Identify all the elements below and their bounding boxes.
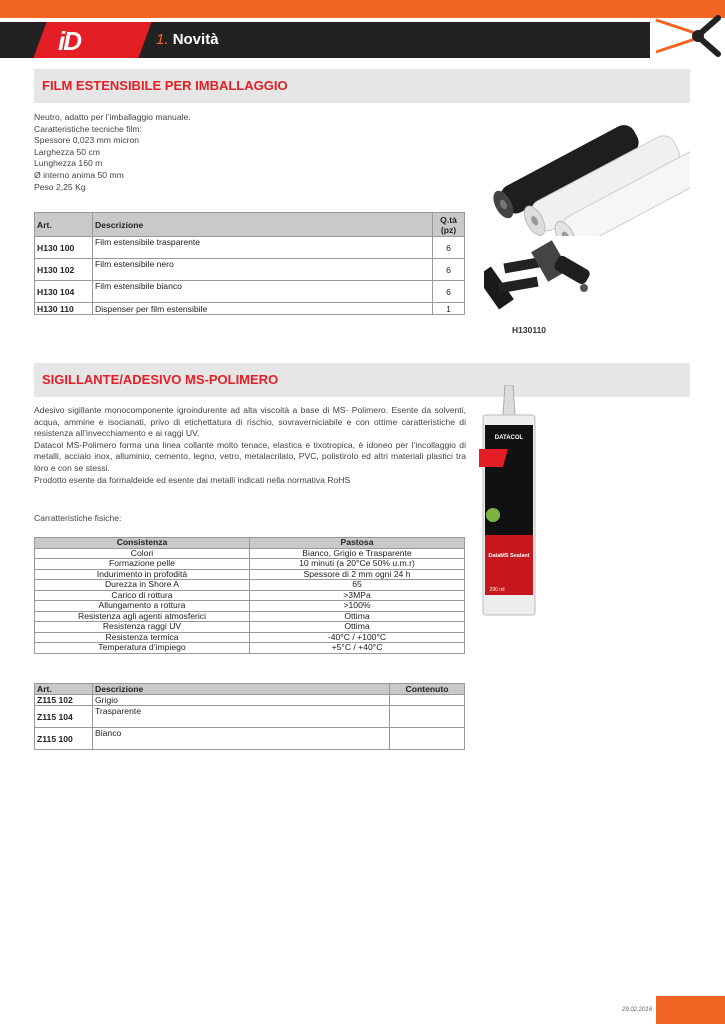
item-description: Trasparente bbox=[93, 706, 390, 728]
film-desc-line: Caratteristiche tecniche film: bbox=[34, 123, 142, 134]
art-code: Z115 102 bbox=[35, 695, 93, 706]
item-qty: 6 bbox=[433, 281, 465, 303]
table-row bbox=[35, 303, 465, 315]
col-contenuto: Contenuto bbox=[390, 684, 465, 695]
page-title bbox=[156, 31, 219, 48]
art-code: Z115 100 bbox=[35, 728, 93, 750]
table-row bbox=[35, 590, 465, 601]
table-row bbox=[35, 548, 465, 559]
table-row bbox=[35, 601, 465, 612]
prop-name: Resistenza agli agenti atmosferici bbox=[35, 611, 250, 622]
table-row bbox=[35, 237, 465, 259]
film-desc-line: Lunghezza 160 m bbox=[34, 158, 103, 169]
sealant-products-table bbox=[34, 683, 465, 750]
prop-value: 10 minuti (a 20°Ce 50% u.m.r) bbox=[250, 559, 465, 570]
prop-name: Temperatura d’impiego bbox=[35, 643, 250, 654]
prop-name: Carico di rottura bbox=[35, 590, 250, 601]
item-content bbox=[390, 695, 465, 706]
table-row bbox=[35, 281, 465, 303]
table-row bbox=[35, 559, 465, 570]
col-art: Art. bbox=[35, 684, 93, 695]
dispenser-image bbox=[484, 240, 594, 320]
table-header-row bbox=[35, 538, 465, 549]
prop-header: Consistenza bbox=[35, 538, 250, 549]
logo: iD bbox=[58, 26, 80, 56]
item-description: Grigio bbox=[93, 695, 390, 706]
film-desc-line: Neutro, adatto per l’imballaggio manuale. bbox=[34, 112, 191, 122]
item-description: Film estensibile trasparente bbox=[93, 237, 433, 259]
film-desc-line: Larghezza 50 cm bbox=[34, 146, 100, 157]
section-film-title: FILM ESTENSIBILE PER IMBALLAGGIO bbox=[42, 78, 288, 93]
prop-header: Pastosa bbox=[250, 538, 465, 549]
section-number: 1. bbox=[156, 31, 169, 48]
col-qty: Q.tà (pz) bbox=[433, 213, 465, 237]
film-desc-line: Spessore 0,023 mm micron bbox=[34, 135, 140, 146]
props-intro: Carratteristiche fisiche: bbox=[34, 513, 122, 523]
footer-orange-block bbox=[656, 996, 725, 1024]
film-desc-line: Ø interno anima 50 mm bbox=[34, 169, 124, 180]
physical-properties-table bbox=[34, 537, 465, 654]
dispenser-caption: H130110 bbox=[512, 325, 547, 335]
prop-name: Allungamento a rottura bbox=[35, 601, 250, 612]
sealant-paragraph: Adesivo sigillante monocomponente igroindurente ad alta viscoità a base di MS- Polimero. Esente da solventi, acqua, ammine e isocianati, privo di etichettatura di rischio, sovraverniciabile e con ottime caratteristiche di resistenza all’invecchiamento e ai raggi UV. bbox=[34, 405, 466, 439]
cartridge-brand: DATACOL bbox=[494, 435, 524, 441]
prop-value: Ottima bbox=[250, 611, 465, 622]
art-code: H130 110 bbox=[35, 303, 93, 315]
cartridge-volume: 290 ml bbox=[489, 587, 505, 593]
header-band bbox=[0, 22, 650, 58]
prop-value: >3MPa bbox=[250, 590, 465, 601]
item-qty: 6 bbox=[433, 237, 465, 259]
prop-value: >100% bbox=[250, 601, 465, 612]
section-film-header bbox=[34, 69, 690, 103]
section-title: Novità bbox=[172, 31, 219, 48]
prop-name: Formazione pelle bbox=[35, 559, 250, 570]
table-row bbox=[35, 611, 465, 622]
item-description: Film estensibile nero bbox=[93, 259, 433, 281]
table-row bbox=[35, 706, 465, 728]
col-art: Art. bbox=[35, 213, 93, 237]
art-code: H130 102 bbox=[35, 259, 93, 281]
table-row bbox=[35, 569, 465, 580]
prop-name: Resistenza raggi UV bbox=[35, 622, 250, 633]
table-row bbox=[35, 728, 465, 750]
prop-name: Colori bbox=[35, 548, 250, 559]
table-row bbox=[35, 643, 465, 654]
prop-value: Spessore di 2 mm ogni 24 h bbox=[250, 569, 465, 580]
item-description: Bianco bbox=[93, 728, 390, 750]
film-desc-line: Peso 2,25 Kg bbox=[34, 181, 86, 192]
cartridge-name: DataMS Sealant bbox=[488, 553, 530, 559]
section-sealant-title: SIGILLANTE/ADESIVO MS-POLIMERO bbox=[42, 372, 279, 387]
sealant-description bbox=[34, 405, 466, 486]
film-rolls-image bbox=[480, 118, 690, 236]
art-code: Z115 104 bbox=[35, 706, 93, 728]
art-code: H130 104 bbox=[35, 281, 93, 303]
prop-name: Indurimento in profodità bbox=[35, 569, 250, 580]
table-row bbox=[35, 695, 465, 706]
item-qty: 1 bbox=[433, 303, 465, 315]
prop-value: 65 bbox=[250, 580, 465, 591]
film-description bbox=[34, 112, 191, 193]
table-row bbox=[35, 632, 465, 643]
item-description: Dispenser per film estensibile bbox=[93, 303, 433, 315]
prop-name: Resistenza termica bbox=[35, 632, 250, 643]
cartridge-image bbox=[479, 385, 539, 625]
film-products-table bbox=[34, 212, 465, 315]
item-qty: 6 bbox=[433, 259, 465, 281]
table-header-row bbox=[35, 213, 465, 237]
logo-background bbox=[33, 22, 151, 58]
item-description: Film estensibile bianco bbox=[93, 281, 433, 303]
prop-value: Ottima bbox=[250, 622, 465, 633]
col-descrizione: Descrizione bbox=[93, 213, 433, 237]
art-code: H130 100 bbox=[35, 237, 93, 259]
pliers-icon bbox=[652, 14, 722, 58]
table-row bbox=[35, 259, 465, 281]
col-descrizione: Descrizione bbox=[93, 684, 390, 695]
section-sealant-header bbox=[34, 363, 690, 397]
prop-value: -40°C / +100°C bbox=[250, 632, 465, 643]
sealant-paragraph: Datacol MS-Polimero forma una linea collante molto tenace, elastica e tixotropica, è idoneo per l’incollaggio di metalli, acciaio inox, alluminio, cemento, legno, vetro, metalacrilato, PVC, polistirolo ed altri materiali plastici tra loro e con se stessi. bbox=[34, 439, 466, 473]
item-content bbox=[390, 706, 465, 728]
table-row bbox=[35, 580, 465, 591]
sealant-paragraph: Prodotto esente da formaldeide ed esente dai metalli indicati nella normativa RoHS bbox=[34, 474, 351, 485]
table-header-row bbox=[35, 684, 465, 695]
prop-value: +5°C / +40°C bbox=[250, 643, 465, 654]
table-row bbox=[35, 622, 465, 633]
item-content bbox=[390, 728, 465, 750]
prop-value: Bianco, Grigio e Trasparente bbox=[250, 548, 465, 559]
footer-date: 29.02.2016 bbox=[622, 1007, 653, 1013]
top-orange-bar bbox=[0, 0, 725, 18]
prop-name: Durezza in Shore A bbox=[35, 580, 250, 591]
